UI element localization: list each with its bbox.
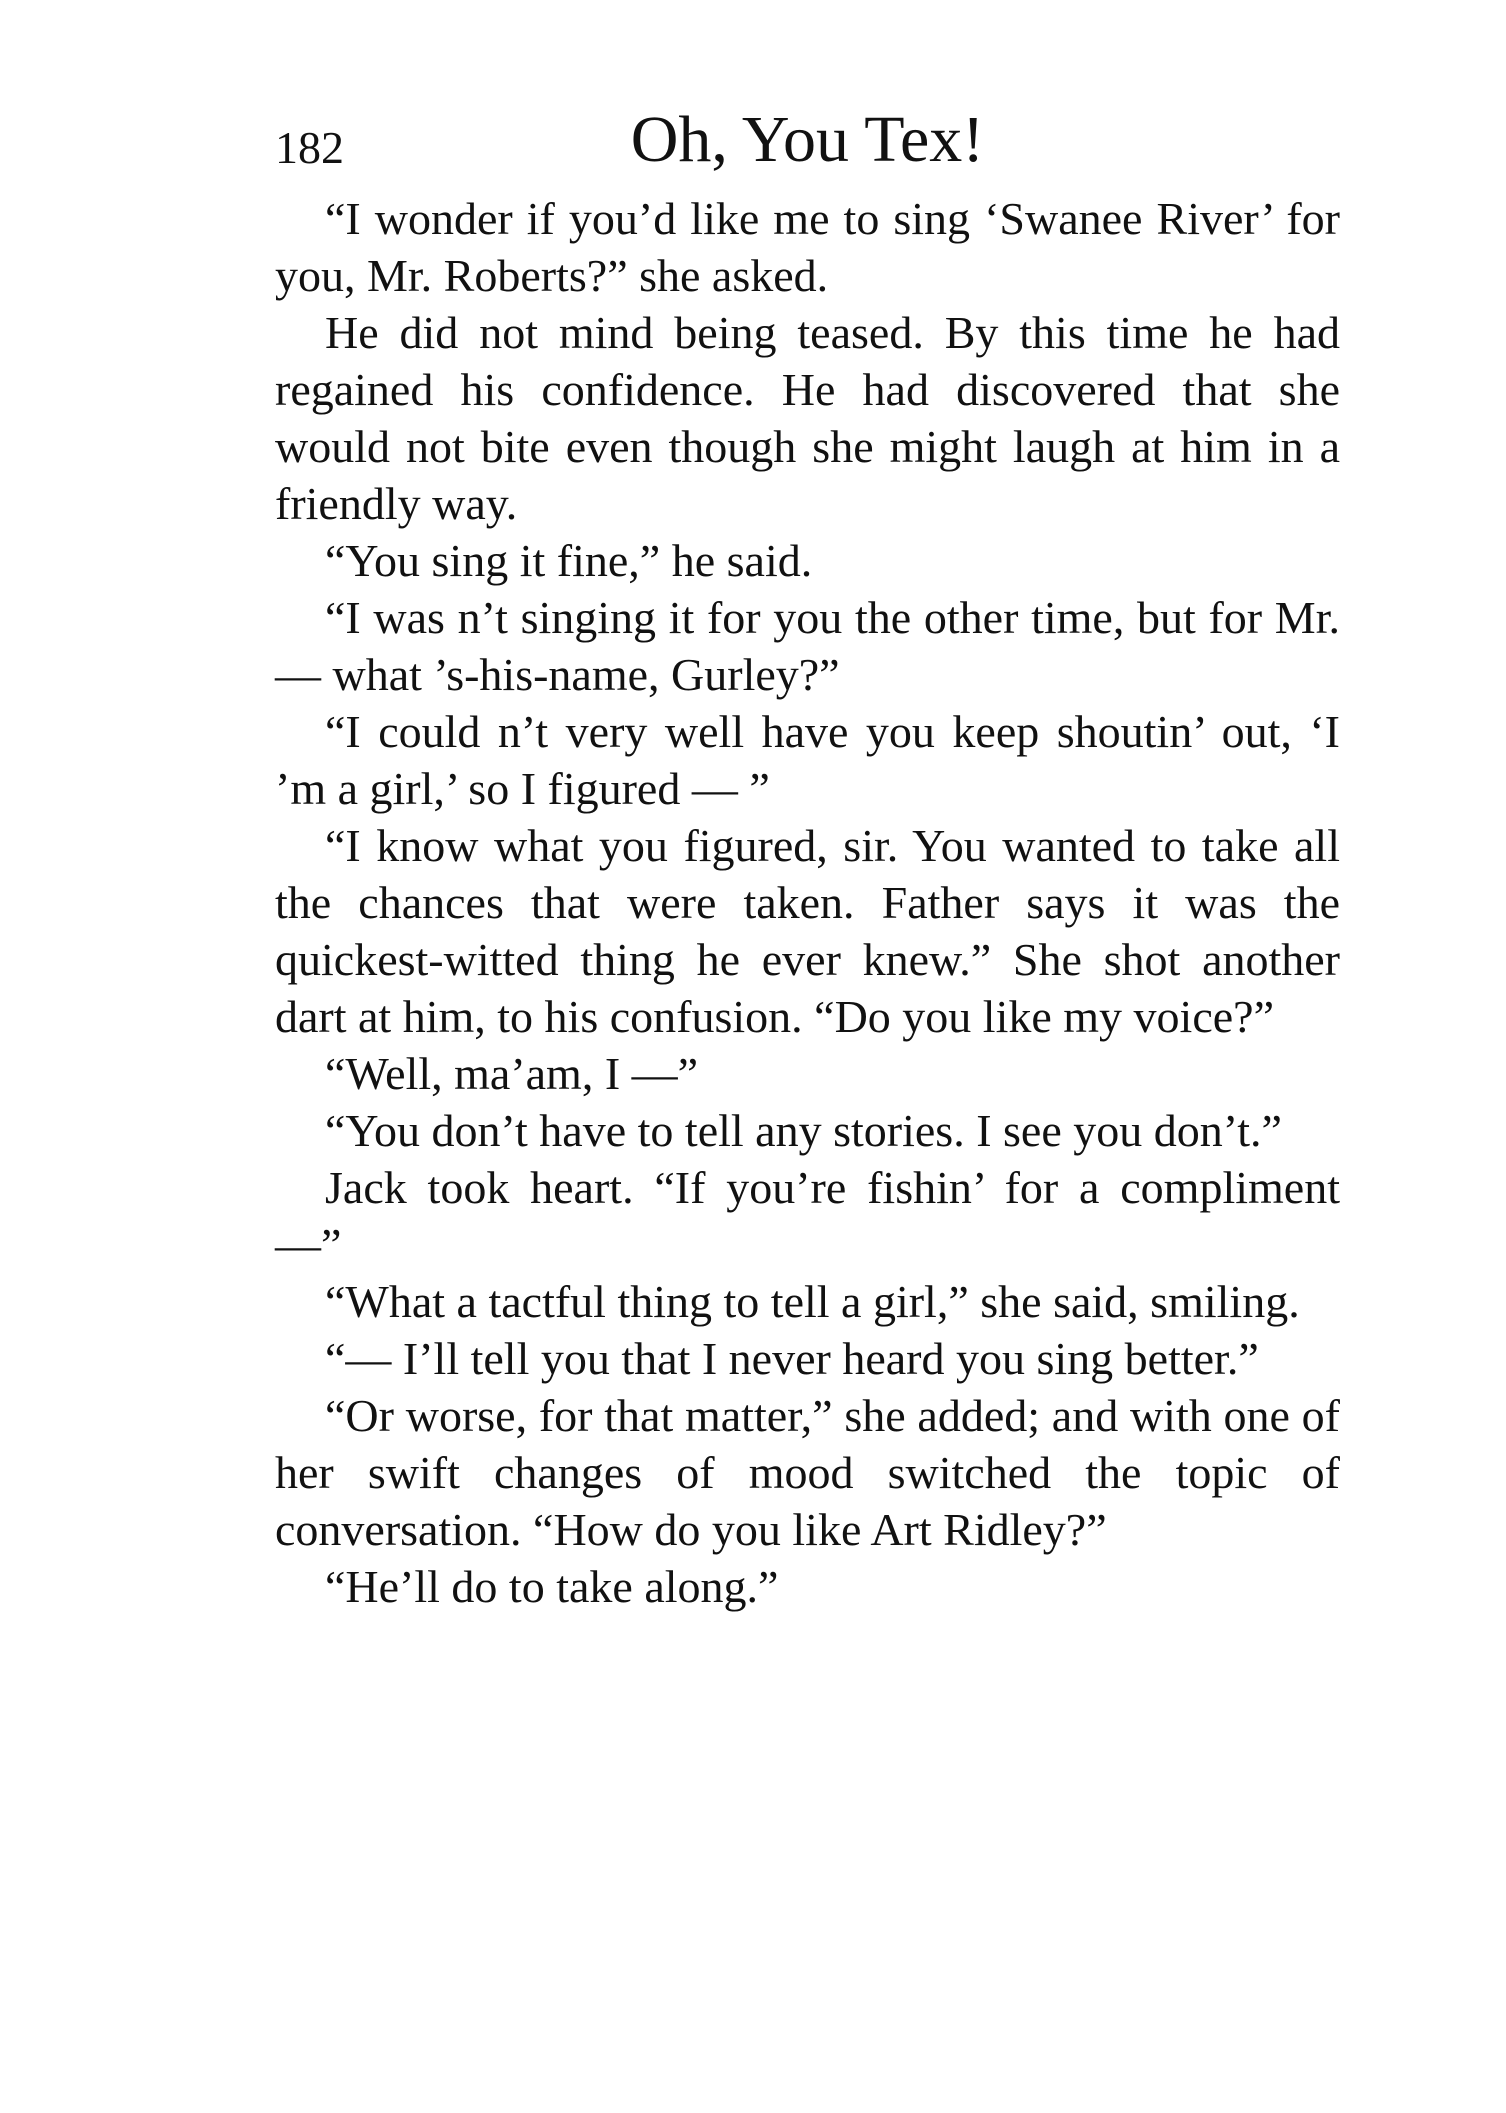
paragraph: “I know what you figured, sir. You wanted to take all the chances that were taken. Father says it was the quickest-witted thing he ever knew.” She shot another dart at him, to his confusion. “Do you like my voice?” (275, 820, 1340, 1042)
paragraph: “You sing it fine,” he said. (325, 535, 813, 586)
paragraph: Jack took heart. “If you’re fishin’ for a compliment —” (275, 1162, 1340, 1270)
body-text (275, 190, 1340, 1615)
paragraph: He did not mind being teased. By this time he had regained his confidence. He had discovered that she would not bite even though she might laugh at him in a friendly way. (275, 307, 1340, 529)
running-head (275, 100, 1340, 180)
paragraph: “What a tactful thing to tell a girl,” she said, smiling. (325, 1276, 1300, 1327)
paragraph: “— I’ll tell you that I never heard you sing better.” (325, 1333, 1259, 1384)
paragraph: “I wonder if you’d like me to sing ‘Swanee River’ for you, Mr. Roberts?” she asked. (275, 193, 1340, 301)
paragraph: “I was n’t singing it for you the other time, but for Mr. — what ’s-his-name, Gurley?” (275, 592, 1340, 700)
paragraph: “You don’t have to tell any stories. I see you don’t.” (325, 1105, 1282, 1156)
paragraph: “Or worse, for that matter,” she added; and with one of her swift changes of mood switched the topic of conversation. “How do you like Art Ridley?” (275, 1390, 1340, 1555)
paragraph: “I could n’t very well have you keep shoutin’ out, ‘I ’m a girl,’ so I figured — ” (275, 706, 1340, 814)
page-number: 182 (275, 122, 344, 173)
running-title: Oh, You Tex! (630, 103, 985, 176)
paragraph: “He’ll do to take along.” (325, 1561, 779, 1612)
paragraph: “Well, ma’am, I —” (325, 1048, 699, 1099)
